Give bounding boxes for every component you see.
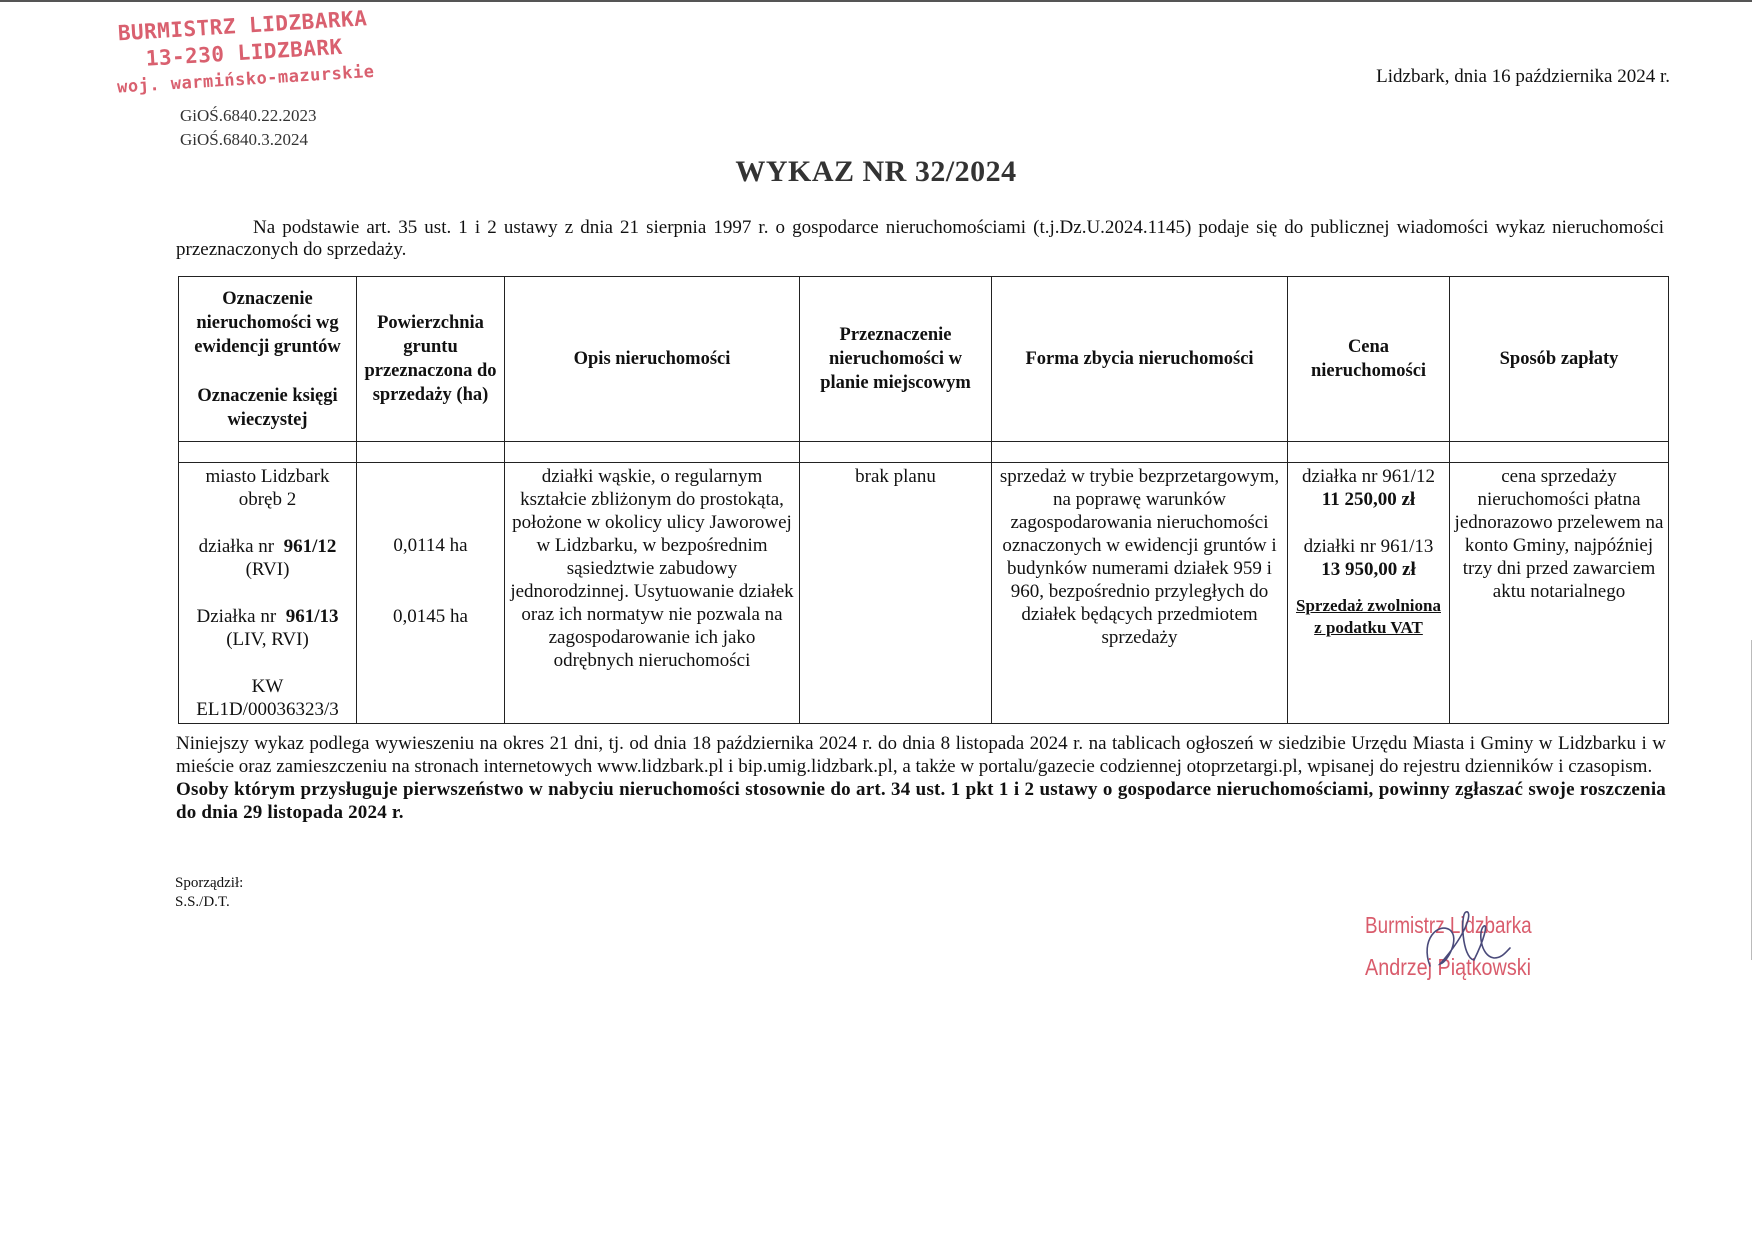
cell-sale-form: sprzedaż w trybie bezprzetargowym, na poprawę warunków zagospodarowania nieruchomości oznaczonych w ewidencji gruntów i budynków numerami działek 959 i 960, bezpośrednio przyległych do działek będących przedmiotem sprzedaży xyxy=(992,463,1288,724)
table-row xyxy=(179,463,1669,724)
header-land-designation-a: Oznaczenie nieruchomości wg ewidencji gruntów xyxy=(194,288,341,357)
area-plot-2: 0,0145 ha xyxy=(393,606,468,627)
stamp-line-2: 13-230 LIDZBARK xyxy=(145,34,344,71)
table-header-row xyxy=(179,277,1669,442)
table-spacer-row xyxy=(179,442,1669,463)
price-1-value: 11 250,00 zł xyxy=(1321,489,1416,510)
header-area: Powierzchnia gruntu przeznaczona do sprzedaży (ha) xyxy=(357,277,505,442)
notice-section xyxy=(176,732,1666,824)
area-plot-1: 0,0114 ha xyxy=(393,535,468,556)
cell-description: działki wąskie, o regularnym kształcie zbliżonym do prostokąta, położone w okolicy ulicy Jaworowej w Lidzbarku, w bezpośrednim sąsiedztwie zabudowy jednorodzinnej. Usytuowanie działek oraz ich normatyw nie pozwala na zagospodarowanie ich jako odrębnych nieruchomości xyxy=(505,463,800,724)
plot-1-number: 961/12 xyxy=(283,536,337,557)
document-title: WYKAZ NR 32/2024 xyxy=(735,155,1017,188)
header-sale-form: Forma zbycia nieruchomości xyxy=(992,277,1288,442)
header-price: Cena nieruchomości xyxy=(1288,277,1450,442)
vat-exemption-note: Sprzedaż zwolniona z podatku VAT xyxy=(1296,596,1441,637)
price-2-value: 13 950,00 zł xyxy=(1321,559,1416,580)
cell-area xyxy=(357,463,505,724)
land-register-number: EL1D/00036323/3 xyxy=(196,699,339,720)
header-land-designation-b: Oznaczenie księgi wieczystej xyxy=(197,385,338,430)
location-precinct: obręb 2 xyxy=(238,489,297,510)
handwritten-signature-icon xyxy=(1410,900,1530,980)
location-city: miasto Lidzbark xyxy=(205,466,330,487)
plot-2-label: Działka nr xyxy=(196,606,277,627)
cell-land-designation xyxy=(179,463,357,724)
case-reference-2: GiOŚ.6840.3.2024 xyxy=(180,130,308,149)
header-zoning: Przeznaczenie nieruchomości w planie miejscowym xyxy=(800,277,992,442)
prepared-by xyxy=(175,874,243,912)
mayor-signature-block xyxy=(1360,900,1640,990)
signature-title: Burmistrz Lidzbarka xyxy=(1365,912,1532,938)
stamp-line-3: woj. warmińsko-mazurskie xyxy=(116,61,375,98)
posting-notice: Niniejszy wykaz podlega wywieszeniu na okres 21 dni, tj. od dnia 18 października 2024 r. do dnia 8 listopada 2024 r. na tablicach ogłoszeń w siedzibie Urzędu Miasta i Gminy w Lidzbarku i w mieście oraz zamieszczeniu na stronach internetowych www.lidzbark.pl i bip.umig.lidzbark.pl, a także w portalu/gazecie codziennej otoprzetargi.pl, wpisanej do rejestru dzienników i czasopism. xyxy=(176,733,1666,777)
prepared-by-label: Sporządził: xyxy=(175,875,244,891)
plot-2-class: (LIV, RVI) xyxy=(226,629,309,650)
header-payment: Sposób zapłaty xyxy=(1450,277,1669,442)
plot-2-number: 961/13 xyxy=(285,606,339,627)
cell-price xyxy=(1288,463,1450,724)
intro-paragraph: Na podstawie art. 35 ust. 1 i 2 ustawy z dnia 21 sierpnia 1997 r. o gospodarce nieruchomościami (t.j.Dz.U.2024.1145) podaje się do publicznej wiadomości wykaz nieruchomości przeznaczonych do sprzedaży. xyxy=(176,217,1664,260)
header-description: Opis nieruchomości xyxy=(505,277,800,442)
prepared-by-initials: S.S./D.T. xyxy=(175,894,230,910)
price-1-label: działka nr 961/12 xyxy=(1302,466,1435,487)
cell-zoning: brak planu xyxy=(800,463,992,724)
plot-1-class: (RVI) xyxy=(245,559,290,580)
land-register-label: KW xyxy=(251,676,284,697)
cell-payment: cena sprzedaży nieruchomości płatna jednorazowo przelewem na konto Gminy, najpóźniej trzy dni przed zawarciem aktu notarialnego xyxy=(1450,463,1669,724)
property-table xyxy=(178,276,1669,724)
plot-1 xyxy=(183,535,352,558)
priority-claims-notice: Osoby którym przysługuje pierwszeństwo w nabyciu nieruchomości stosownie do art. 34 ust. 1 pkt 1 i 2 ustawy o gospodarce nieruchomościami, powinny zgłaszać swoje roszczenia do dnia 29 listopada 2024 r. xyxy=(176,779,1666,823)
signature-name: Andrzej Piątkowski xyxy=(1365,954,1532,980)
plot-1-label: działka nr xyxy=(198,536,275,557)
plot-2 xyxy=(183,605,352,628)
header-land-designation xyxy=(179,277,357,442)
case-reference-1: GiOŚ.6840.22.2023 xyxy=(180,106,317,125)
price-2-label: działki nr 961/13 xyxy=(1303,536,1434,557)
stamp-line-1: BURMISTRZ LIDZBARKA xyxy=(117,6,368,46)
document-date: Lidzbark, dnia 16 października 2024 r. xyxy=(1376,66,1670,87)
office-stamp xyxy=(92,4,396,103)
page-top-edge xyxy=(0,0,1752,2)
